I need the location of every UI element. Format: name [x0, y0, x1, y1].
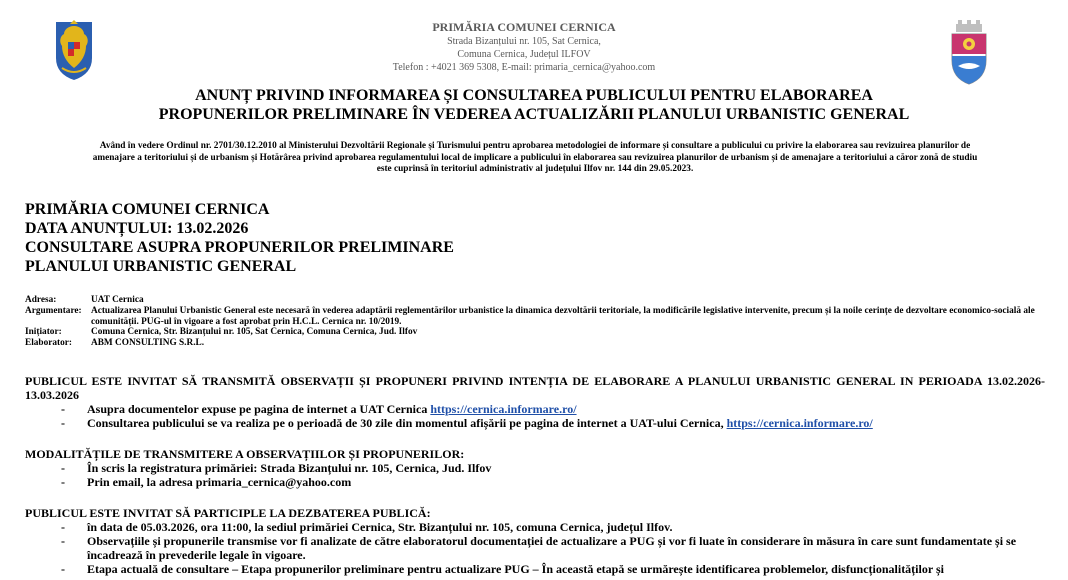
- info-row-elaborator: [25, 338, 1045, 349]
- bullet-text: Consultarea publicului se va realiza pe o perioadă de 30 zile din momentul afișării pe pagina de internet a UAT-ului Cernica,: [87, 416, 727, 430]
- list-item: [25, 562, 1045, 576]
- initiator-label: Inițiator:: [25, 327, 62, 338]
- bullet-dash: -: [61, 416, 65, 430]
- contact-line: Telefon : +4021 369 5308, E-mail: primaria_cernica@yahoo.com: [392, 62, 656, 73]
- section-debate-heading: PUBLICUL ESTE INVITAT SĂ PARTICIPLE LA DEZBATEREA PUBLICĂ:: [25, 506, 431, 520]
- elaborator-value: ABM CONSULTING S.R.L.: [91, 338, 205, 349]
- info-row-initiator: [25, 327, 1045, 338]
- argumentare-label: Argumentare:: [25, 305, 82, 316]
- list-item-text: Prin email, la adresa primaria_cernica@yahoo.com: [87, 475, 352, 489]
- list-item-text: [87, 402, 1045, 416]
- adresa-value: UAT Cernica: [91, 295, 144, 305]
- institution-name: PRIMĂRIA COMUNEI CERNICA: [432, 20, 616, 34]
- header-line-2: DATA ANUNȚULUI: 13.02.2026: [25, 220, 249, 237]
- list-item: [25, 461, 1045, 475]
- bullet-dash: -: [61, 534, 65, 548]
- initiator-value: Comuna Cernica, Str. Bizanțului nr. 105, Sat Cernica, Comuna Cernica, Jud. Ilfov: [91, 327, 418, 338]
- list-item: [25, 475, 1045, 489]
- bullet-text: Asupra documentelor expuse pe pagina de internet a UAT Cernica: [87, 402, 431, 416]
- header-line-1: PRIMĂRIA COMUNEI CERNICA: [25, 201, 270, 218]
- announcement-header-block: [25, 200, 454, 276]
- info-row-adresa: [25, 295, 1045, 306]
- info-table: [25, 295, 1045, 349]
- cernica-coat-of-arms-icon: [948, 20, 990, 86]
- header-line-4: PLANULUI URBANISTIC GENERAL: [25, 258, 297, 275]
- address-line-2: Comuna Cernica, Județul ILFOV: [457, 49, 591, 60]
- letterhead: [300, 20, 748, 74]
- list-item: [25, 534, 1045, 562]
- argumentare-value: Actualizarea Planului Urbanistic General este necesară în vederea adaptării reglementărilor urbanistice la dinamica dezvoltării teritoriale, la modificările legislative intervenite, precum și la noile cerințe de dezvoltare economico-socială ale comunității. PUG-ul în vigoare a fost aprobat prin H.C.L. Cernica nr. 10/2019.: [91, 305, 1035, 327]
- section-observations: [25, 374, 1045, 430]
- bullet-dash: -: [61, 402, 65, 416]
- bullet-dash: -: [61, 562, 65, 576]
- address-line-1: Strada Bizanțului nr. 105, Sat Cernica,: [447, 36, 601, 47]
- header-line-3: CONSULTARE ASUPRA PROPUNERILOR PRELIMINARE: [25, 239, 454, 256]
- list-item-text: [87, 416, 1045, 430]
- info-row-argumentare: [25, 306, 1045, 328]
- informare-link[interactable]: https://cernica.informare.ro/: [430, 402, 577, 416]
- informare-link[interactable]: https://cernica.informare.ro/: [726, 416, 873, 430]
- section-public-debate: [25, 506, 1045, 576]
- bullet-dash: -: [61, 475, 65, 489]
- section-submission-methods: [25, 447, 1045, 489]
- adresa-label: Adresa:: [25, 295, 57, 305]
- list-item-text: Observațiile și propunerile transmise vor fi analizate de către elaboratorul documentației de actualizare a PUG și vor fi luate în considerare în măsura în care sunt fundamentate și se încadrează în prevederile legale în vigoare.: [87, 534, 1017, 562]
- section-submission-heading: MODALITĂȚILE DE TRANSMITERE A OBSERVAȚIILOR ȘI PROPUNERILOR:: [25, 447, 465, 461]
- romania-coat-of-arms-icon: [54, 18, 94, 82]
- elaborator-label: Elaborator:: [25, 338, 72, 349]
- list-item-text: În scris la registratura primăriei: Strada Bizanțului nr. 105, Cernica, Jud. Ilfov: [87, 461, 492, 475]
- list-item-text: Etapa actuală de consultare – Etapa propunerilor preliminare pentru actualizare PUG – În această etapă se urmărește identificarea problemelor, disfuncționalităților și: [87, 562, 944, 576]
- list-item-text: în data de 05.03.2026, ora 11:00, la sediul primăriei Cernica, Str. Bizanțului nr. 105, comuna Cernica, județul Ilfov.: [87, 520, 673, 534]
- title-line-1: ANUNȚ PRIVIND INFORMAREA ȘI CONSULTAREA PUBLICULUI PENTRU ELABORAREA: [195, 87, 873, 104]
- list-item: [25, 416, 1045, 430]
- bullet-dash: -: [61, 520, 65, 534]
- title-line-2: PROPUNERILOR PRELIMINARE ÎN VEDEREA ACTUALIZĂRII PLANULUI URBANISTIC GENERAL: [158, 106, 910, 123]
- announcement-title: [60, 86, 1008, 124]
- intro-paragraph: Având în vedere Ordinul nr. 2701/30.12.2010 al Ministerului Dezvoltării Regionale și Turismului pentru aprobarea metodologiei de informare și consultare a publicului cu privire la elaborarea sau revizuirea planurilor de amenajare a teritoriului și de urbanism și Hotărârea privind aprobarea regulamentului local de implicare a publicului în elaborarea sau revizuirea planurilor de urbanism și de amenajare a teritoriului a căror zonă de studiu este cuprinsă în teritoriul administrativ al județului Ilfov nr. 144 din 29.05.2023.: [92, 141, 978, 174]
- section-observations-heading: PUBLICUL ESTE INVITAT SĂ TRANSMITĂ OBSERVAȚII ȘI PROPUNERI PRIVIND INTENȚIA DE ELABORARE A PLANULUI URBANISTIC GENERAL IN PERIOADA 13.02.2026-13.03.2026: [25, 374, 1045, 402]
- list-item: [25, 402, 1045, 416]
- list-item: [25, 520, 1045, 534]
- bullet-dash: -: [61, 461, 65, 475]
